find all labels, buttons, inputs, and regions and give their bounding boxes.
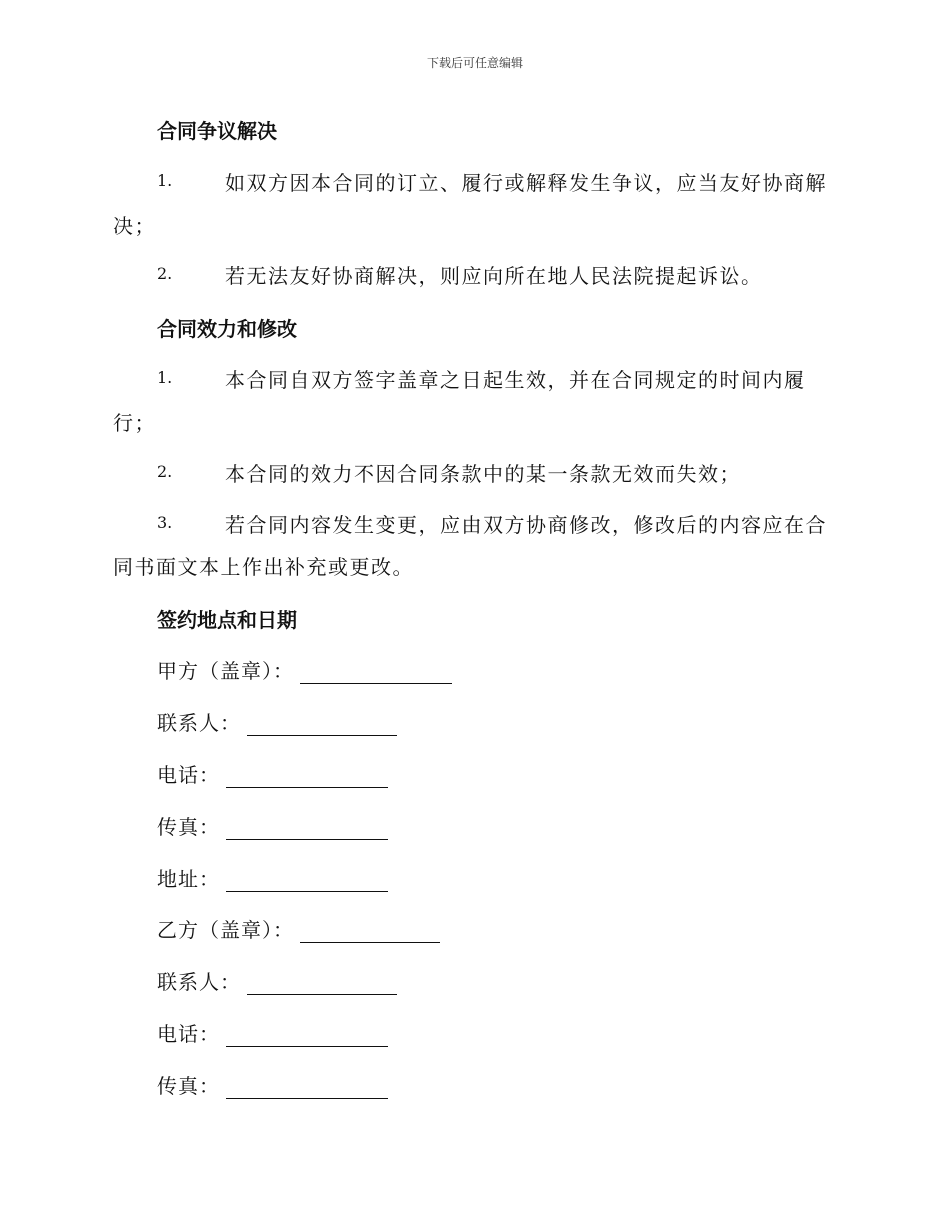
item-text-continued: 决；	[113, 214, 156, 238]
phone-blank[interactable]	[226, 1028, 388, 1047]
item-number: 1.	[157, 368, 173, 387]
field-label: 地址：	[157, 867, 220, 891]
field-label: 甲方（盖章）：	[157, 659, 294, 683]
field-label: 联系人：	[157, 711, 241, 735]
field-label: 电话：	[157, 1022, 220, 1046]
signature-blank[interactable]	[300, 924, 440, 943]
item-text-continued: 同书面文本上作出补充或更改。	[113, 555, 414, 579]
party-b-seal-field	[157, 914, 440, 943]
party-b-contact-field	[157, 966, 397, 995]
item-number: 2.	[157, 462, 173, 481]
phone-blank[interactable]	[226, 769, 388, 788]
party-a-address-field	[157, 863, 388, 892]
item-text: 若合同内容发生变更，应由双方协商修改，修改后的内容应在合	[225, 513, 827, 537]
address-blank[interactable]	[226, 873, 388, 892]
contact-blank[interactable]	[247, 717, 397, 736]
party-a-contact-field	[157, 707, 397, 736]
section-title-signing: 签约地点和日期	[157, 608, 297, 632]
field-label: 联系人：	[157, 970, 241, 994]
item-number: 3.	[157, 513, 173, 532]
section-title-dispute: 合同争议解决	[157, 119, 277, 143]
field-label: 电话：	[157, 763, 220, 787]
section-title-validity: 合同效力和修改	[157, 317, 297, 341]
item-text: 如双方因本合同的订立、履行或解释发生争议，应当友好协商解	[225, 171, 827, 195]
field-label: 传真：	[157, 815, 220, 839]
signature-blank[interactable]	[300, 665, 452, 684]
item-number: 2.	[157, 264, 173, 283]
fax-blank[interactable]	[226, 821, 388, 840]
party-a-phone-field	[157, 759, 388, 788]
field-label: 传真：	[157, 1074, 220, 1098]
party-a-seal-field	[157, 655, 452, 684]
item-text: 若无法友好协商解决，则应向所在地人民法院提起诉讼。	[225, 264, 763, 288]
item-number: 1.	[157, 171, 173, 190]
party-a-fax-field	[157, 811, 388, 840]
item-text-continued: 行；	[113, 411, 156, 435]
item-text: 本合同自双方签字盖章之日起生效，并在合同规定的时间内履	[225, 368, 806, 392]
party-b-phone-field	[157, 1018, 388, 1047]
item-text: 本合同的效力不因合同条款中的某一条款无效而失效；	[225, 462, 741, 486]
field-label: 乙方（盖章）：	[157, 918, 294, 942]
party-b-fax-field	[157, 1070, 388, 1099]
fax-blank[interactable]	[226, 1080, 388, 1099]
contact-blank[interactable]	[247, 976, 397, 995]
page-header: 下载后可任意编辑	[426, 56, 523, 70]
